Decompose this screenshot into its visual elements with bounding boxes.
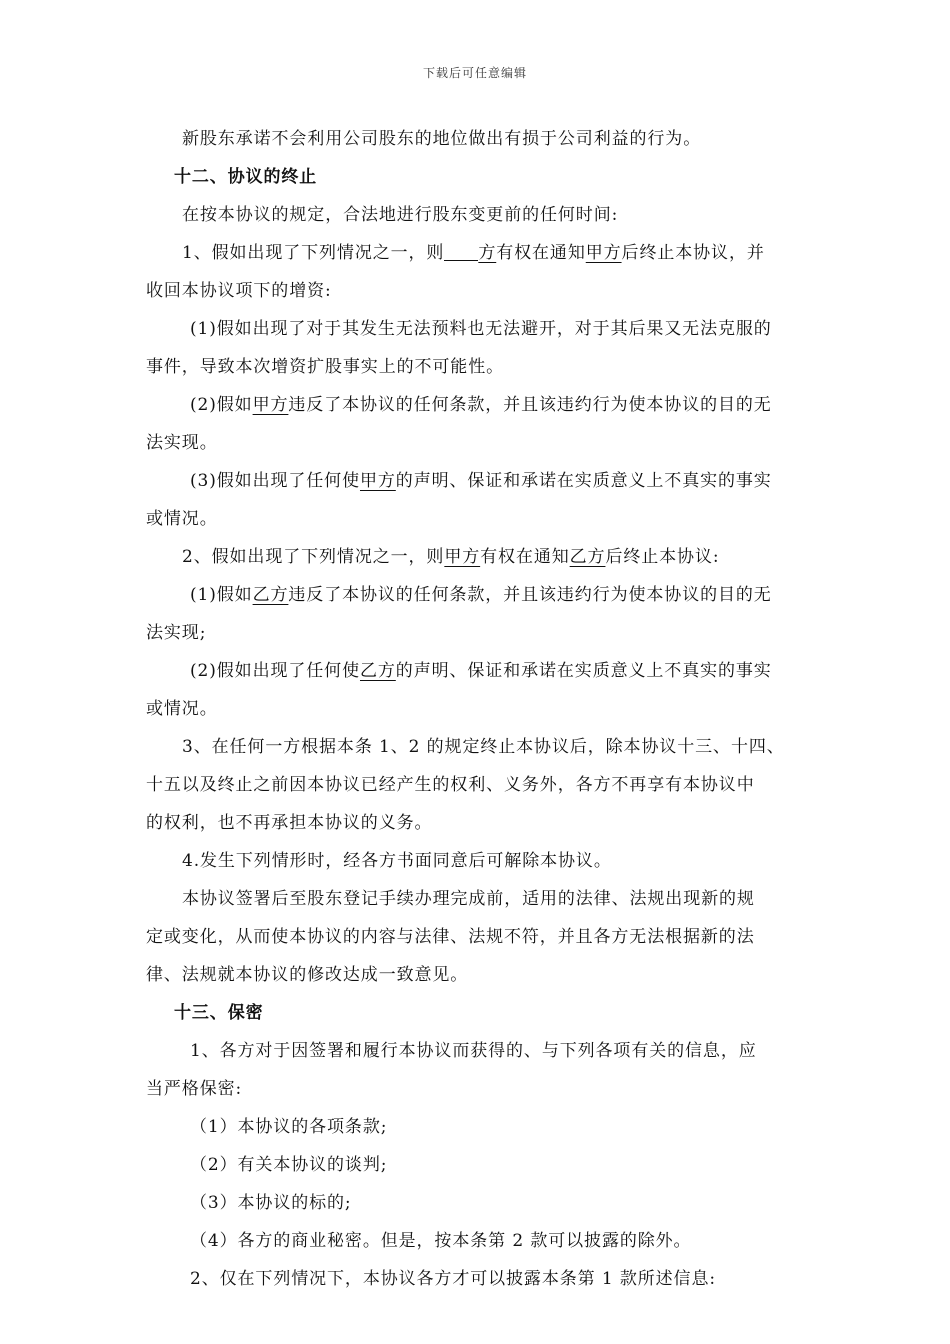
paragraph-line: 法实现; (146, 623, 207, 643)
paragraph-line: 当严格保密: (146, 1079, 243, 1099)
paragraph-line: 本协议签署后至股东登记手续办理完成前，适用的法律、法规出现新的规 (182, 889, 755, 909)
underlined-party: 甲方 (585, 243, 622, 263)
text-run: (2)假如 (190, 395, 253, 415)
text-run: 有权在通知 (480, 547, 570, 567)
text-run: 的声明、保证和承诺在实质意义上不真实的事实 (395, 661, 772, 681)
underlined-party: 乙方 (252, 585, 289, 605)
paragraph-line (146, 652, 810, 690)
paragraph-line: 1、各方对于因签署和履行本协议而获得的、与下列各项有关的信息，应 (190, 1041, 757, 1061)
paragraph-line (146, 462, 810, 500)
paragraph-line: 收回本协议项下的增资: (146, 281, 332, 301)
paragraph-line: 的权利，也不再承担本协议的义务。 (146, 813, 433, 833)
blank-underline (444, 240, 478, 261)
list-item: （4）各方的商业秘密。但是，按本条第 2 款可以披露的除外。 (190, 1231, 692, 1251)
paragraph-line (146, 386, 810, 424)
list-item: （2）有关本协议的谈判; (190, 1155, 388, 1175)
text-run: 后终止本协议，并 (621, 243, 765, 263)
text-run: 的声明、保证和承诺在实质意义上不真实的事实 (395, 471, 772, 491)
paragraph-line: 或情况。 (146, 509, 218, 529)
paragraph-line: 2、仅在下列情况下，本协议各方才可以披露本条第 1 款所述信息: (190, 1269, 716, 1289)
underlined-party: 甲方 (359, 471, 396, 491)
underlined-party: 乙方 (359, 661, 396, 681)
underlined-party: 甲方 (444, 547, 481, 567)
paragraph-line (146, 538, 810, 576)
paragraph-line: 事件，导致本次增资扩股事实上的不可能性。 (146, 357, 504, 377)
paragraph-line: 4.发生下列情形时，经各方书面同意后可解除本协议。 (182, 851, 612, 871)
paragraph-line (146, 234, 810, 272)
page-header: 下载后可任意编辑 (422, 66, 527, 80)
text-run: (3)假如出现了任何使 (190, 471, 360, 491)
text-run: 后终止本协议: (605, 547, 720, 567)
list-item: （3）本协议的标的; (190, 1193, 352, 1213)
underlined-party: 乙方 (569, 547, 606, 567)
text-run: 违反了本协议的任何条款，并且该违约行为使本协议的目的无 (288, 585, 772, 605)
text-run: (2)假如出现了任何使 (190, 661, 360, 681)
text-run: 1、假如出现了下列情况之一，则 (182, 243, 445, 263)
paragraph-line: 十五以及终止之前因本协议已经产生的权利、义务外，各方不再享有本协议中 (146, 775, 755, 795)
paragraph-line: 法实现。 (146, 433, 218, 453)
text-run: 有权在通知 (496, 243, 586, 263)
paragraph-line: 3、在任何一方根据本条 1、2 的规定终止本协议后，除本协议十三、十四、 (182, 737, 785, 757)
paragraph-line: 或情况。 (146, 699, 218, 719)
section-heading-12: 十二、协议的终止 (174, 167, 318, 187)
text-run: (1)假如 (190, 585, 253, 605)
section-heading-13: 十三、保密 (174, 1003, 264, 1023)
paragraph-line (146, 576, 810, 614)
document-body (146, 120, 810, 1298)
paragraph-line: 在按本协议的规定，合法地进行股东变更前的任何时间: (182, 205, 619, 225)
list-item: （1）本协议的各项条款; (190, 1117, 388, 1137)
text-run: 违反了本协议的任何条款，并且该违约行为使本协议的目的无 (288, 395, 772, 415)
underlined-party: 甲方 (252, 395, 289, 415)
text-run: 2、假如出现了下列情况之一，则 (182, 547, 445, 567)
paragraph-line: 律、法规就本协议的修改达成一致意见。 (146, 965, 469, 985)
paragraph-line: 新股东承诺不会利用公司股东的地位做出有损于公司利益的行为。 (182, 129, 702, 149)
paragraph-line: 定或变化，从而使本协议的内容与法律、法规不符，并且各方无法根据新的法 (146, 927, 755, 947)
paragraph-line: (1)假如出现了对于其发生无法预料也无法避开，对于其后果又无法克服的 (190, 319, 772, 339)
underlined-party: 方 (478, 243, 497, 263)
